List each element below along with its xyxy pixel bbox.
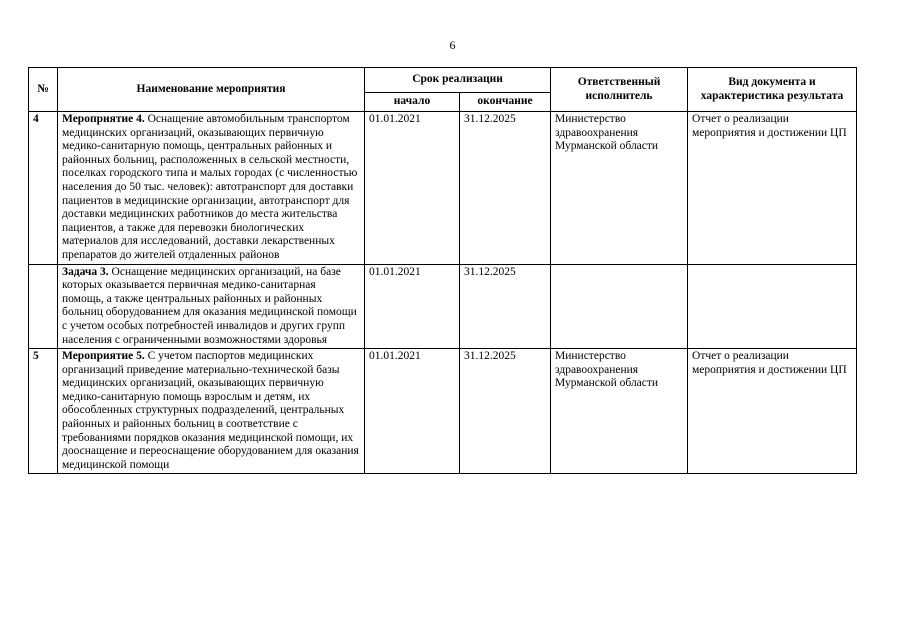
header-start: начало	[365, 93, 460, 112]
header-responsible: Ответственный исполнитель	[551, 68, 688, 112]
row-num: 4	[29, 112, 58, 265]
row-title: Мероприятие 4.	[62, 113, 145, 125]
row-name	[58, 264, 365, 349]
table-row	[29, 264, 857, 349]
activities-table	[28, 67, 857, 474]
row-responsible: Министерство здравоохранения Мурманской области	[551, 349, 688, 474]
row-end: 31.12.2025	[460, 264, 551, 349]
header-end: окончание	[460, 93, 551, 112]
header-period: Срок реализации	[365, 68, 551, 93]
header-row	[29, 68, 857, 93]
row-title: Мероприятие 5.	[62, 350, 145, 363]
row-responsible: Министерство здравоохранения Мурманской области	[551, 112, 688, 265]
row-name	[58, 349, 365, 474]
row-num: 5	[29, 349, 58, 474]
header-num: №	[29, 68, 58, 112]
row-num	[29, 264, 58, 349]
table-row	[29, 349, 857, 474]
table-row	[29, 112, 857, 265]
header-name: Наименование мероприятия	[58, 68, 365, 112]
row-text: Оснащение автомобильным транспортом медицинских организаций, оказывающих первичную медико-санитарную помощь, центральных районных и районных больниц, расположенных в сельской местности, поселках городского типа и малых городах (с численностью населения до 50 тыс. человек): автотранспорт для доставки пациентов в медицинские организации, автотранспорт для доставки медицинских работников до места жительства пациентов, а также для перевозки биологических материалов для исследований, доставки лекарственных препаратов до жителей отдаленных районов	[62, 113, 358, 261]
row-responsible	[551, 264, 688, 349]
row-text: С учетом паспортов медицинских организаций приведение материально-технической базы медицинских организаций, оказывающих первичную медико-санитарную помощь взрослым и детям, их обособленных структурных подразделений, центральных районных и районных больниц в соответствие с требованиями порядков оказания медицинской помощи, их дооснащение и переоснащение оборудованием для оказания медицинской помощи	[62, 350, 359, 471]
row-result: Отчет о реализации мероприятия и достижении ЦП	[688, 112, 857, 265]
row-end: 31.12.2025	[460, 112, 551, 265]
page-number: 6	[449, 38, 456, 52]
row-result	[688, 264, 857, 349]
row-name	[58, 112, 365, 265]
row-start: 01.01.2021	[365, 112, 460, 265]
header-result: Вид документа и характеристика результата	[688, 68, 857, 112]
row-start: 01.01.2021	[365, 349, 460, 474]
row-start: 01.01.2021	[365, 264, 460, 349]
row-text: Оснащение медицинских организаций, на базе которых оказывается первичная медико-санитарная помощь, а также центральных районных и районных больниц оборудованием для оказания медицинской помощи с учетом особых потребностей инвалидов и других групп населения с ограниченными возможностями здоровья	[62, 265, 357, 346]
row-result: Отчет о реализации мероприятия и достижении ЦП	[688, 349, 857, 474]
row-title: Задача 3.	[62, 265, 109, 278]
row-end: 31.12.2025	[460, 349, 551, 474]
